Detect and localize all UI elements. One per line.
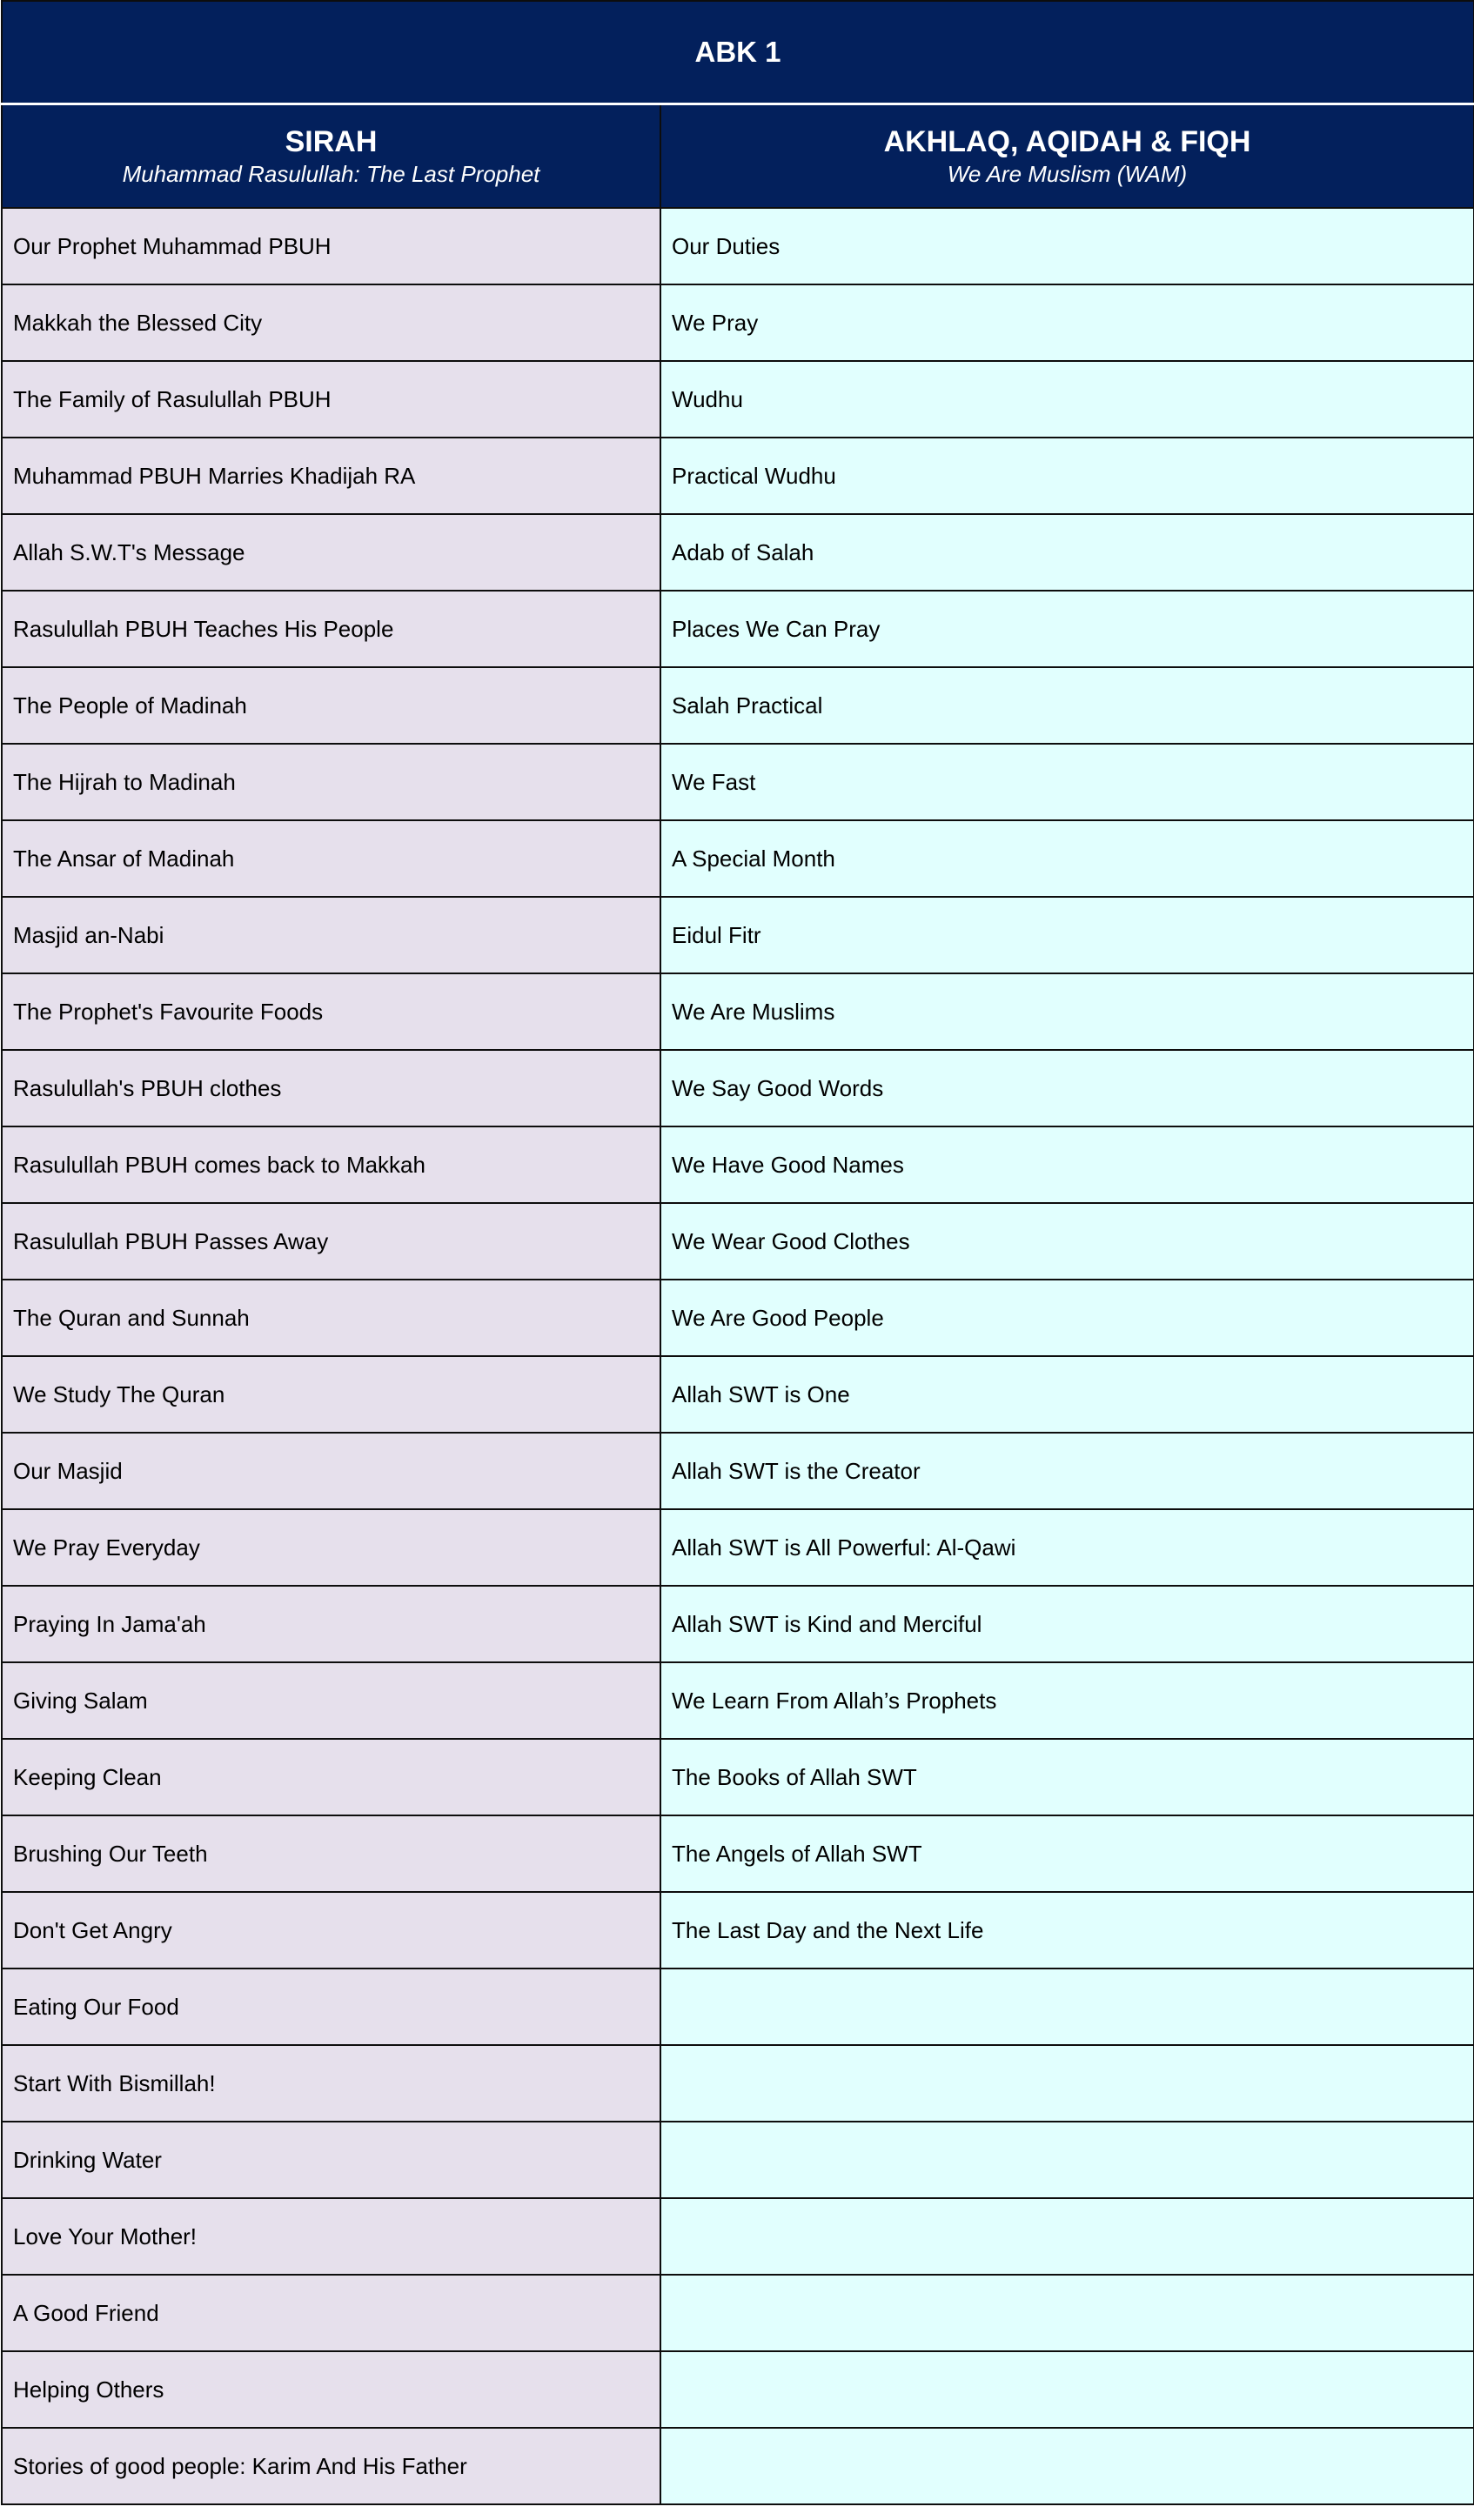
table-row	[2, 1815, 1474, 1892]
sirah-lesson-cell: Brushing Our Teeth	[2, 1815, 660, 1892]
sirah-lesson-cell: Makkah the Blessed City	[2, 284, 660, 361]
wam-lesson-cell	[660, 2198, 1474, 2275]
sirah-lesson-cell: The Quran and Sunnah	[2, 1280, 660, 1356]
sirah-lesson-cell: The Prophet's Favourite Foods	[2, 973, 660, 1050]
sirah-lesson-cell: We Pray Everyday	[2, 1509, 660, 1586]
wam-lesson-cell	[660, 2045, 1474, 2122]
table-row	[2, 1509, 1474, 1586]
sirah-lesson-cell: Praying In Jama'ah	[2, 1586, 660, 1662]
table-row	[2, 744, 1474, 820]
wam-lesson-cell: The Last Day and the Next Life	[660, 1892, 1474, 1969]
wam-lesson-cell: The Books of Allah SWT	[660, 1739, 1474, 1815]
sirah-lesson-cell: The Ansar of Madinah	[2, 820, 660, 897]
title-row	[2, 1, 1474, 104]
wam-lesson-cell: We Say Good Words	[660, 1050, 1474, 1126]
sirah-lesson-cell: The Hijrah to Madinah	[2, 744, 660, 820]
sirah-lesson-cell: Keeping Clean	[2, 1739, 660, 1815]
table-row	[2, 2428, 1474, 2504]
wam-lesson-cell: Allah SWT is One	[660, 1356, 1474, 1433]
sirah-lesson-cell: Our Masjid	[2, 1433, 660, 1509]
table-row	[2, 361, 1474, 438]
wam-lesson-cell	[660, 2122, 1474, 2198]
wam-lesson-cell: Our Duties	[660, 208, 1474, 284]
wam-lesson-cell: We Are Muslims	[660, 973, 1474, 1050]
table-row	[2, 1662, 1474, 1739]
wam-lesson-cell: Eidul Fitr	[660, 897, 1474, 973]
wam-lesson-cell: The Angels of Allah SWT	[660, 1815, 1474, 1892]
column-subheading-sirah: Muhammad Rasulullah: The Last Prophet	[122, 160, 540, 187]
wam-lesson-cell: Wudhu	[660, 361, 1474, 438]
table-row	[2, 1739, 1474, 1815]
wam-lesson-cell: Allah SWT is All Powerful: Al-Qawi	[660, 1509, 1474, 1586]
sirah-lesson-cell: Helping Others	[2, 2351, 660, 2428]
table-row	[2, 820, 1474, 897]
wam-lesson-cell: We Have Good Names	[660, 1126, 1474, 1203]
table-row	[2, 2045, 1474, 2122]
table-row	[2, 1203, 1474, 1280]
sirah-lesson-cell: Eating Our Food	[2, 1969, 660, 2045]
wam-lesson-cell	[660, 2428, 1474, 2504]
sirah-lesson-cell: Rasulullah PBUH Passes Away	[2, 1203, 660, 1280]
sirah-lesson-cell: Rasulullah PBUH comes back to Makkah	[2, 1126, 660, 1203]
sirah-lesson-cell: Muhammad PBUH Marries Khadijah RA	[2, 438, 660, 514]
sirah-lesson-cell: Start With Bismillah!	[2, 2045, 660, 2122]
table-row	[2, 438, 1474, 514]
sirah-lesson-cell: Rasulullah's PBUH clothes	[2, 1050, 660, 1126]
curriculum-table	[1, 0, 1474, 2505]
wam-lesson-cell	[660, 2351, 1474, 2428]
column-header-wam	[660, 104, 1474, 209]
sirah-lesson-cell: Giving Salam	[2, 1662, 660, 1739]
sirah-lesson-cell: The People of Madinah	[2, 667, 660, 744]
table-row	[2, 667, 1474, 744]
table-row	[2, 1586, 1474, 1662]
column-heading-wam: AKHLAQ, AQIDAH & FIQH	[883, 124, 1251, 158]
wam-lesson-cell: Allah SWT is Kind and Merciful	[660, 1586, 1474, 1662]
wam-lesson-cell	[660, 1969, 1474, 2045]
sirah-lesson-cell: A Good Friend	[2, 2275, 660, 2351]
table-row	[2, 897, 1474, 973]
sirah-lesson-cell: Drinking Water	[2, 2122, 660, 2198]
table-row	[2, 2351, 1474, 2428]
table-row	[2, 284, 1474, 361]
wam-lesson-cell: We Fast	[660, 744, 1474, 820]
wam-lesson-cell: Allah SWT is the Creator	[660, 1433, 1474, 1509]
sirah-lesson-cell: Love Your Mother!	[2, 2198, 660, 2275]
sirah-lesson-cell: The Family of Rasulullah PBUH	[2, 361, 660, 438]
table-row	[2, 1969, 1474, 2045]
wam-lesson-cell: Places We Can Pray	[660, 591, 1474, 667]
table-row	[2, 1280, 1474, 1356]
table-row	[2, 1126, 1474, 1203]
table-row	[2, 1433, 1474, 1509]
table-body	[2, 208, 1474, 2504]
column-header-sirah	[2, 104, 660, 209]
sirah-lesson-cell: Our Prophet Muhammad PBUH	[2, 208, 660, 284]
sirah-lesson-cell: Don't Get Angry	[2, 1892, 660, 1969]
table-row	[2, 1356, 1474, 1433]
table-row	[2, 2122, 1474, 2198]
sirah-lesson-cell: Stories of good people: Karim And His Father	[2, 2428, 660, 2504]
wam-lesson-cell: We Pray	[660, 284, 1474, 361]
table-row	[2, 514, 1474, 591]
wam-lesson-cell	[660, 2275, 1474, 2351]
sirah-lesson-cell: We Study The Quran	[2, 1356, 660, 1433]
table-row	[2, 1050, 1474, 1126]
wam-lesson-cell: A Special Month	[660, 820, 1474, 897]
table-row	[2, 208, 1474, 284]
wam-lesson-cell: Salah Practical	[660, 667, 1474, 744]
table-row	[2, 973, 1474, 1050]
table-row	[2, 2198, 1474, 2275]
sirah-lesson-cell: Rasulullah PBUH Teaches His People	[2, 591, 660, 667]
column-heading-sirah: SIRAH	[285, 124, 378, 158]
column-header-row	[2, 104, 1474, 209]
wam-lesson-cell: Practical Wudhu	[660, 438, 1474, 514]
wam-lesson-cell: Adab of Salah	[660, 514, 1474, 591]
table-row	[2, 1892, 1474, 1969]
wam-lesson-cell: We Learn From Allah’s Prophets	[660, 1662, 1474, 1739]
table-row	[2, 2275, 1474, 2351]
column-subheading-wam: We Are Muslism (WAM)	[947, 160, 1188, 187]
sirah-lesson-cell: Allah S.W.T's Message	[2, 514, 660, 591]
table-row	[2, 591, 1474, 667]
wam-lesson-cell: We Wear Good Clothes	[660, 1203, 1474, 1280]
sirah-lesson-cell: Masjid an-Nabi	[2, 897, 660, 973]
wam-lesson-cell: We Are Good People	[660, 1280, 1474, 1356]
table-title: ABK 1	[2, 1, 1474, 104]
